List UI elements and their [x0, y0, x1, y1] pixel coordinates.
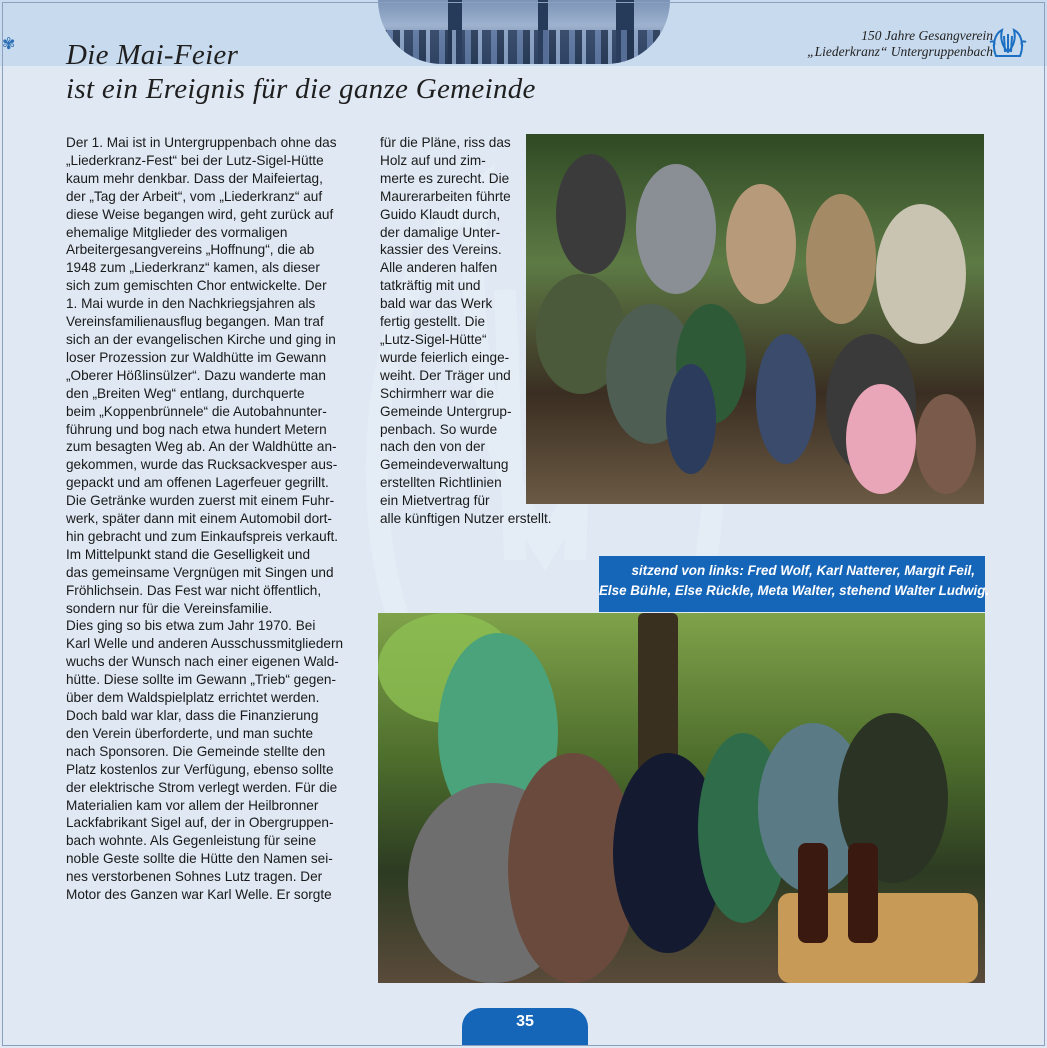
text-line: gepackt und am offenen Lagerfeuer gegrillt. [66, 475, 329, 491]
title-line: ist ein Ereignis für die ganze Gemeinde [66, 73, 536, 105]
text-line: penbach. So wurde [380, 421, 498, 437]
caption-line: Else Bühle, Else Rückle, Meta Walter, stehend Walter Ludwig. [599, 583, 990, 598]
article-column-1 [66, 134, 343, 904]
text-line: Holz auf und zim- [380, 152, 486, 168]
text-line: Maurerarbeiten führte [380, 188, 511, 204]
text-line: Die Getränke wurden zuerst mit einem Fuhr- [66, 493, 335, 509]
text-line: Guido Klaudt durch, [380, 206, 501, 222]
photo-figure [876, 204, 966, 344]
text-line: kaum mehr denkbar. Dass der Maifeiertag, [66, 170, 323, 186]
text-line: Vereinsfamilienausflug begangen. Man traf [66, 314, 324, 330]
text-line: weiht. Der Träger und [380, 367, 511, 383]
photo-caption [599, 556, 990, 612]
chronicle-title [807, 28, 993, 60]
text-line: bald war das Werk [380, 296, 493, 312]
text-line: den „Breiten Weg“ entlang, durchquerte [66, 385, 305, 401]
page-number: 35 [462, 1008, 588, 1046]
text-line: noble Geste sollte die Hütte den Namen sei- [66, 851, 333, 867]
text-line: Materialien kam vor allem der Heilbronner [66, 797, 319, 813]
chronicle-line: „Liederkranz“ Untergruppenbach [807, 44, 993, 59]
photo-bottle [798, 843, 828, 943]
text-line: Karl Welle und anderen Ausschussmitgliedern [66, 636, 344, 652]
text-line: führung und bog nach etwa hundert Metern [66, 421, 327, 437]
text-line: der damalige Unter- [380, 224, 501, 240]
text-line: nach den von der [380, 439, 486, 455]
text-line: „Lutz-Sigel-Hütte“ [380, 331, 487, 347]
text-line: nach Sponsoren. Die Gemeinde stellte den [66, 743, 326, 759]
text-line: Schirmherr war die [380, 385, 495, 401]
text-line: für die Pläne, riss das [380, 135, 511, 150]
title-line: Die Mai-Feier [66, 39, 239, 71]
text-line: Alle anderen halfen [380, 260, 498, 276]
text-line: Dies ging so bis etwa zum Jahr 1970. Bei [66, 618, 316, 634]
text-line: 1. Mai wurde in den Nachkriegsjahren als [66, 296, 316, 312]
text-line: hütte. Diese sollte im Gewann „Trieb“ gegen- [66, 672, 336, 688]
text-line: tatkräftig mit und [380, 278, 481, 294]
text-line: Der 1. Mai ist in Untergruppenbach ohne das [66, 135, 337, 150]
caption-line: sitzend von links: Fred Wolf, Karl Natterer, Margit Feil, [631, 563, 975, 578]
text-line: bach wohnte. Als Gegenleistung für seine [66, 833, 317, 849]
text-line: Platz kostenlos zur Verfügung, ebenso sollte [66, 761, 334, 777]
text-line: Arbeitergesangvereins „Hoffnung“, die ab [66, 242, 315, 258]
photo-tree [638, 613, 678, 773]
text-line: ehemalige Mitglieder des vormaligen [66, 224, 288, 240]
corner-ornament-icon: ✾ [2, 34, 16, 53]
group-photo-hut [526, 134, 984, 504]
text-line: Motor des Ganzen war Karl Welle. Er sorgte [66, 887, 332, 903]
text-line: beim „Koppenbrünnele“ die Autobahnunter- [66, 403, 327, 419]
text-line: der „Tag der Arbeit“, vom „Liederkranz“ auf [66, 188, 323, 204]
text-line: 1948 zum „Liederkranz“ kamen, als dieser [66, 260, 320, 276]
text-line: hin gebracht und zum Einkaufspreis verkauft. [66, 528, 339, 544]
photo-figure [916, 394, 976, 494]
text-line: „Liederkranz-Fest“ bei der Lutz-Sigel-Hütte [66, 152, 324, 168]
text-line: Gemeindeverwaltung [380, 457, 509, 473]
text-line: kassier des Vereins. [380, 242, 502, 258]
text-line: den Verein überforderte, und man suchte [66, 725, 314, 741]
text-line: erstellten Richtlinien [380, 475, 502, 491]
text-line: wurde feierlich einge- [380, 349, 510, 365]
chronicle-line: 150 Jahre Gesangverein [861, 28, 993, 43]
text-line: loser Prozession zur Waldhütte im Gewann [66, 349, 327, 365]
text-line: werk, später dann mit einem Automobil dort- [66, 511, 332, 527]
festival-table-photo [378, 613, 985, 983]
photo-figure [756, 334, 816, 464]
text-line: merte es zurecht. Die [380, 170, 510, 186]
photo-figure [666, 364, 716, 474]
text-line: zum besagten Weg ab. An der Waldhütte an- [66, 439, 337, 455]
text-line: alle künftigen Nutzer erstellt. [380, 511, 552, 527]
text-line: Lackfabrikant Sigel auf, der in Obergruppen- [66, 815, 334, 831]
text-line: das gemeinsame Vergnügen mit Singen und [66, 564, 334, 580]
text-line: sondern nur für die Vereinsfamilie. [66, 600, 273, 616]
text-line: sich zum gemischten Chor entwickelte. Der [66, 278, 327, 294]
text-line: der elektrische Strom verlegt werden. Für die [66, 779, 338, 795]
text-line: über dem Waldspielplatz errichtet werden. [66, 690, 320, 706]
photo-figure [556, 154, 626, 274]
photo-bottle [848, 843, 878, 943]
photo-figure [726, 184, 796, 304]
text-line: Im Mittelpunkt stand die Geselligkeit und [66, 546, 311, 562]
lyre-logo-icon [988, 26, 1028, 60]
photo-figure [846, 384, 916, 494]
photo-figure [636, 164, 716, 294]
photo-figure [806, 194, 876, 324]
text-line: Doch bald war klar, dass die Finanzierung [66, 708, 319, 723]
text-line: nes verstorbenen Sohnes Lutz tragen. Der [66, 869, 323, 885]
text-line: diese Weise begangen wird, geht zurück auf [66, 206, 334, 222]
text-line: gekommen, wurde das Rucksackvesper aus- [66, 457, 338, 473]
text-line: wuchs der Wunsch nach einer eigenen Wald- [66, 654, 339, 670]
text-line: ein Mietvertrag für [380, 493, 490, 509]
text-line: „Oberer Hößlinsülzer“. Dazu wanderte man [66, 367, 326, 383]
text-line: sich an der evangelischen Kirche und ging in [66, 331, 336, 347]
text-line: fertig gestellt. Die [380, 314, 486, 330]
text-line: Fröhlichsein. Das Fest war nicht öffentlich, [66, 582, 322, 598]
text-line: Gemeinde Untergrup- [380, 403, 512, 419]
article-title [66, 38, 536, 106]
